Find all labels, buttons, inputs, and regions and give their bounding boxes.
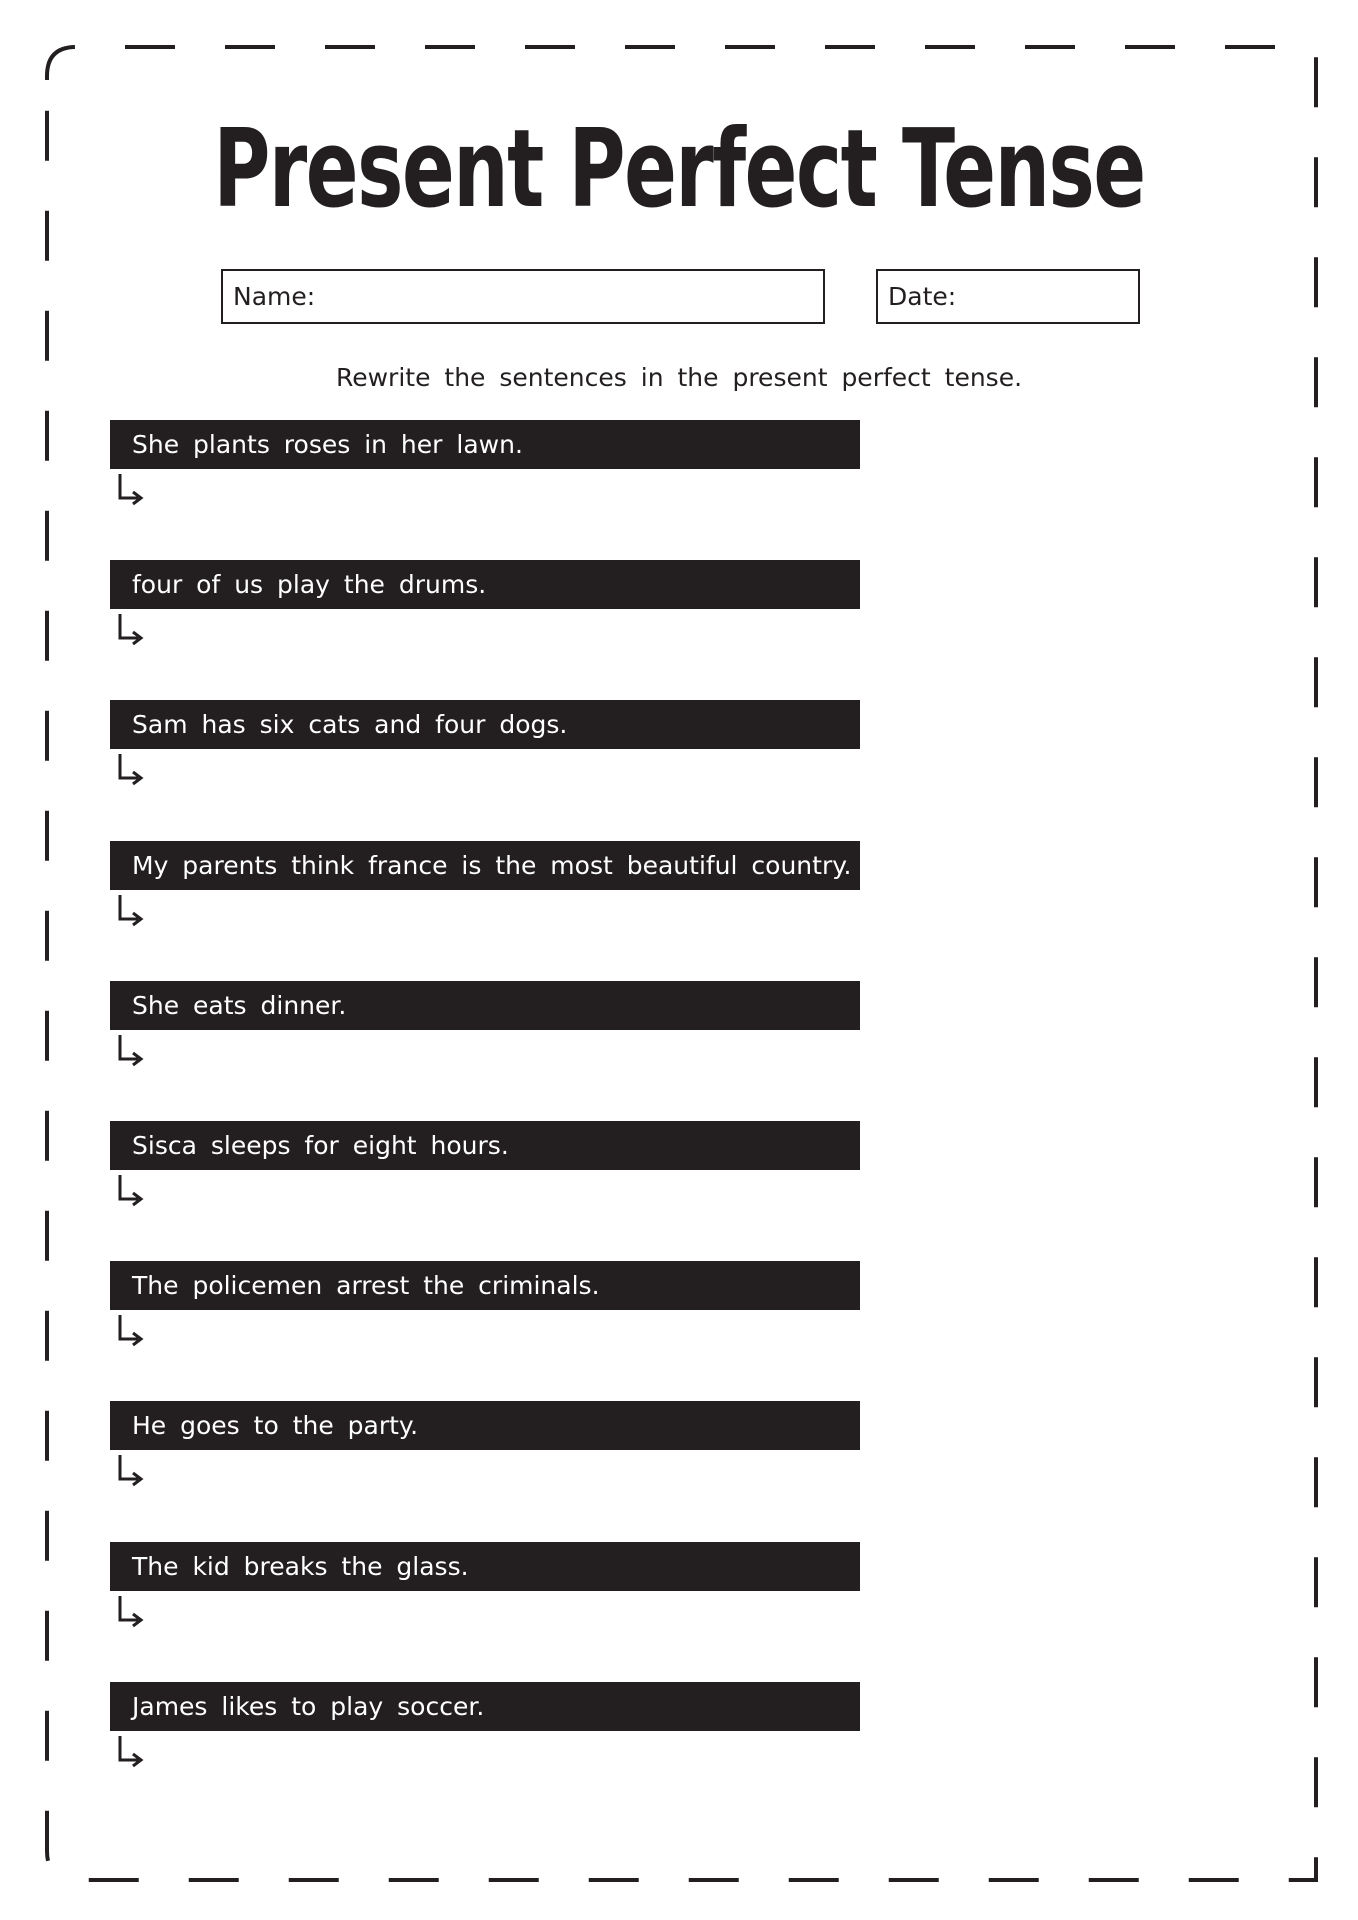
exercise-item xyxy=(110,841,860,941)
answer-arrow-icon xyxy=(116,472,146,506)
answer-arrow-icon xyxy=(116,1734,146,1768)
exercise-item xyxy=(110,1121,860,1221)
exercise-item xyxy=(110,1261,860,1361)
exercise-item xyxy=(110,1682,860,1782)
sentence-bar: The policemen arrest the criminals. xyxy=(110,1261,860,1310)
sentence-bar: My parents think france is the most beautiful country. xyxy=(110,841,860,890)
answer-arrow-icon xyxy=(116,612,146,646)
date-field[interactable] xyxy=(876,269,1140,324)
exercise-item xyxy=(110,560,860,660)
sentence-bar: He goes to the party. xyxy=(110,1401,860,1450)
name-label: Name: xyxy=(233,282,316,311)
exercise-item xyxy=(110,1542,860,1642)
exercise-item xyxy=(110,420,860,520)
sentence-bar: Sam has six cats and four dogs. xyxy=(110,700,860,749)
answer-arrow-icon xyxy=(116,1453,146,1487)
answer-arrow-icon xyxy=(116,1173,146,1207)
date-label: Date: xyxy=(888,282,957,311)
answer-arrow-icon xyxy=(116,1594,146,1628)
instruction-text: Rewrite the sentences in the present perfect tense. xyxy=(335,363,1023,392)
answer-arrow-icon xyxy=(116,752,146,786)
sentence-bar: She plants roses in her lawn. xyxy=(110,420,860,469)
name-field[interactable] xyxy=(221,269,825,324)
answer-arrow-icon xyxy=(116,893,146,927)
answer-arrow-icon xyxy=(116,1313,146,1347)
exercise-item xyxy=(110,981,860,1081)
exercise-item xyxy=(110,700,860,800)
sentence-bar: She eats dinner. xyxy=(110,981,860,1030)
sentence-bar: James likes to play soccer. xyxy=(110,1682,860,1731)
answer-arrow-icon xyxy=(116,1033,146,1067)
exercise-item xyxy=(110,1401,860,1501)
sentence-bar: The kid breaks the glass. xyxy=(110,1542,860,1591)
worksheet-title: Present Perfect Tense xyxy=(213,107,1145,232)
sentence-bar: Sisca sleeps for eight hours. xyxy=(110,1121,860,1170)
sentence-bar: four of us play the drums. xyxy=(110,560,860,609)
